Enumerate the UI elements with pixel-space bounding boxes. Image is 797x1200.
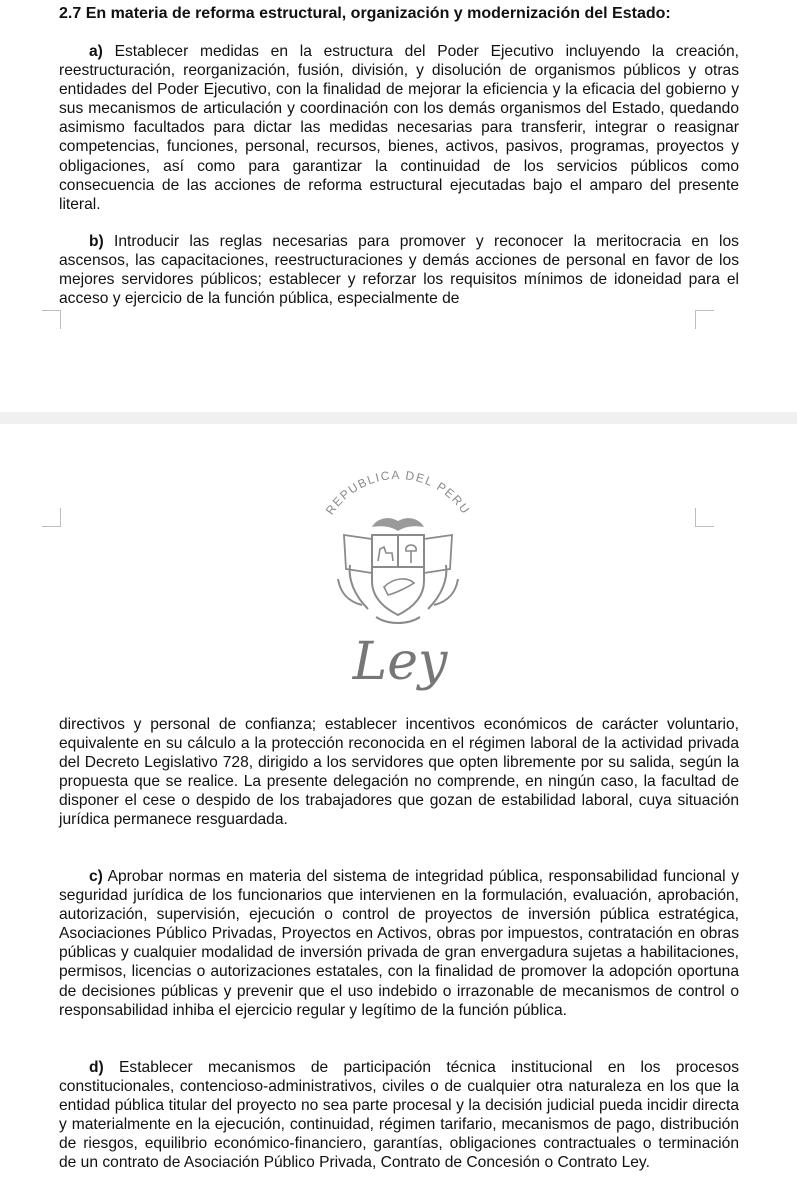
svg-text:REPUBLICA DEL PERU	[323, 469, 473, 517]
paragraph-b-text: Introducir las reglas necesarias para promover y reconocer la meritocracia en los ascensos, las capacitaciones, reestructuraciones y demás acciones de personal en favor de los mejores servidores públicos; establecer y reforzar los requisitos mínimos de idoneidad para el acceso y ejercicio de la función pública, especialmente de	[59, 233, 739, 308]
paragraph-d	[59, 1058, 739, 1173]
page-corner-mark	[42, 508, 61, 527]
paragraph-b	[59, 232, 739, 308]
paragraph-b-continuation: directivos y personal de confianza; establecer incentivos económicos de carácter voluntario, equivalente en su cálculo a la protección reconocida en el régimen laboral de la actividad privada del Decreto Legislativo 728, dirigido a los servidores que opten libremente por su salida, según la propuesta que se realice. La presente delegación no comprende, en ningún caso, la facultad de disponer el cese o despido de los trabajadores que gozan de estabilidad laboral, cuya situación jurídica permanece resguardada.	[59, 716, 739, 829]
emblem-script-text: Ley	[352, 632, 448, 692]
page-separator	[0, 412, 797, 424]
page-corner-mark	[695, 310, 714, 329]
paragraph-d-text: Establecer mecanismos de participación técnica institucional en los procesos constitucionales, contencioso-administrativos, civiles o de cualquier otra naturaleza en los que la entidad pública titular del proyecto no sea parte procesal y la decisión judicial pueda incidir directa y materialmente en la ejecución, continuidad, régimen tarifario, mecanismos de pago, distribución de riesgos, equilibrio económico-financiero, garantías, obligaciones contractuales o terminación de un contrato de Asociación Público Privada, Contrato de Concesión o Contrato Ley.	[59, 1059, 739, 1172]
paragraph-c-text: Aprobar normas en materia del sistema de integridad pública, responsabilidad funcional y seguridad jurídica de los funcionarios que intervienen en la formulación, evaluación, aprobación, autorización, supervisión, ejecución o control de proyectos de inversión pública estratégica, Asociaciones Público Privadas, Proyectos en Activos, obras por impuestos, contratación en obras públicas y cualquier modalidad de inversión privada de gran envergadura sujetas a habilitaciones, permisos, licencias o autorizaciones estatales, con la finalidad de promover la adopción oportuna de decisiones públicas y prevenir que el uso indebido o irrazonable de mecanismos de control o responsabilidad inhiba el ejercicio regular y legítimo de la función pública.	[59, 868, 739, 1019]
paragraph-c	[59, 867, 739, 1020]
paragraph-a-label: a)	[89, 43, 103, 60]
paragraph-a	[59, 42, 739, 214]
section-heading: 2.7 En materia de reforma estructural, organización y modernización del Estado:	[59, 5, 671, 22]
document-page-top	[0, 0, 797, 412]
paragraph-d-label: d)	[89, 1059, 104, 1076]
coat-of-arms-emblem	[298, 469, 498, 649]
emblem-arc-text: REPUBLICA DEL PERU	[322, 469, 474, 518]
document-page-bottom	[0, 424, 797, 1200]
page-corner-mark	[42, 310, 61, 329]
paragraph-a-text: Establecer medidas en la estructura del Poder Ejecutivo incluyendo la creación, reestructuración, reorganización, fusión, división, y disolución de organismos públicos y otras entidades del Poder Ejecutivo, con la finalidad de mejorar la eficiencia y la eficacia del gobierno y sus mecanismos de articulación y coordinación con los demás organismos del Estado, quedando asimismo facultados para dictar las medidas necesarias para transferir, integrar o reasignar competencias, funciones, personal, recursos, bienes, activos, pasivos, programas, proyectos y obligaciones, así como para garantizar la continuidad de los servicios públicos como consecuencia de las acciones de reforma estructural ejecutadas bajo el amparo del presente literal.	[59, 43, 739, 213]
paragraph-b-label: b)	[89, 233, 104, 250]
page-corner-mark	[695, 508, 714, 527]
paragraph-c-label: c)	[89, 868, 103, 885]
